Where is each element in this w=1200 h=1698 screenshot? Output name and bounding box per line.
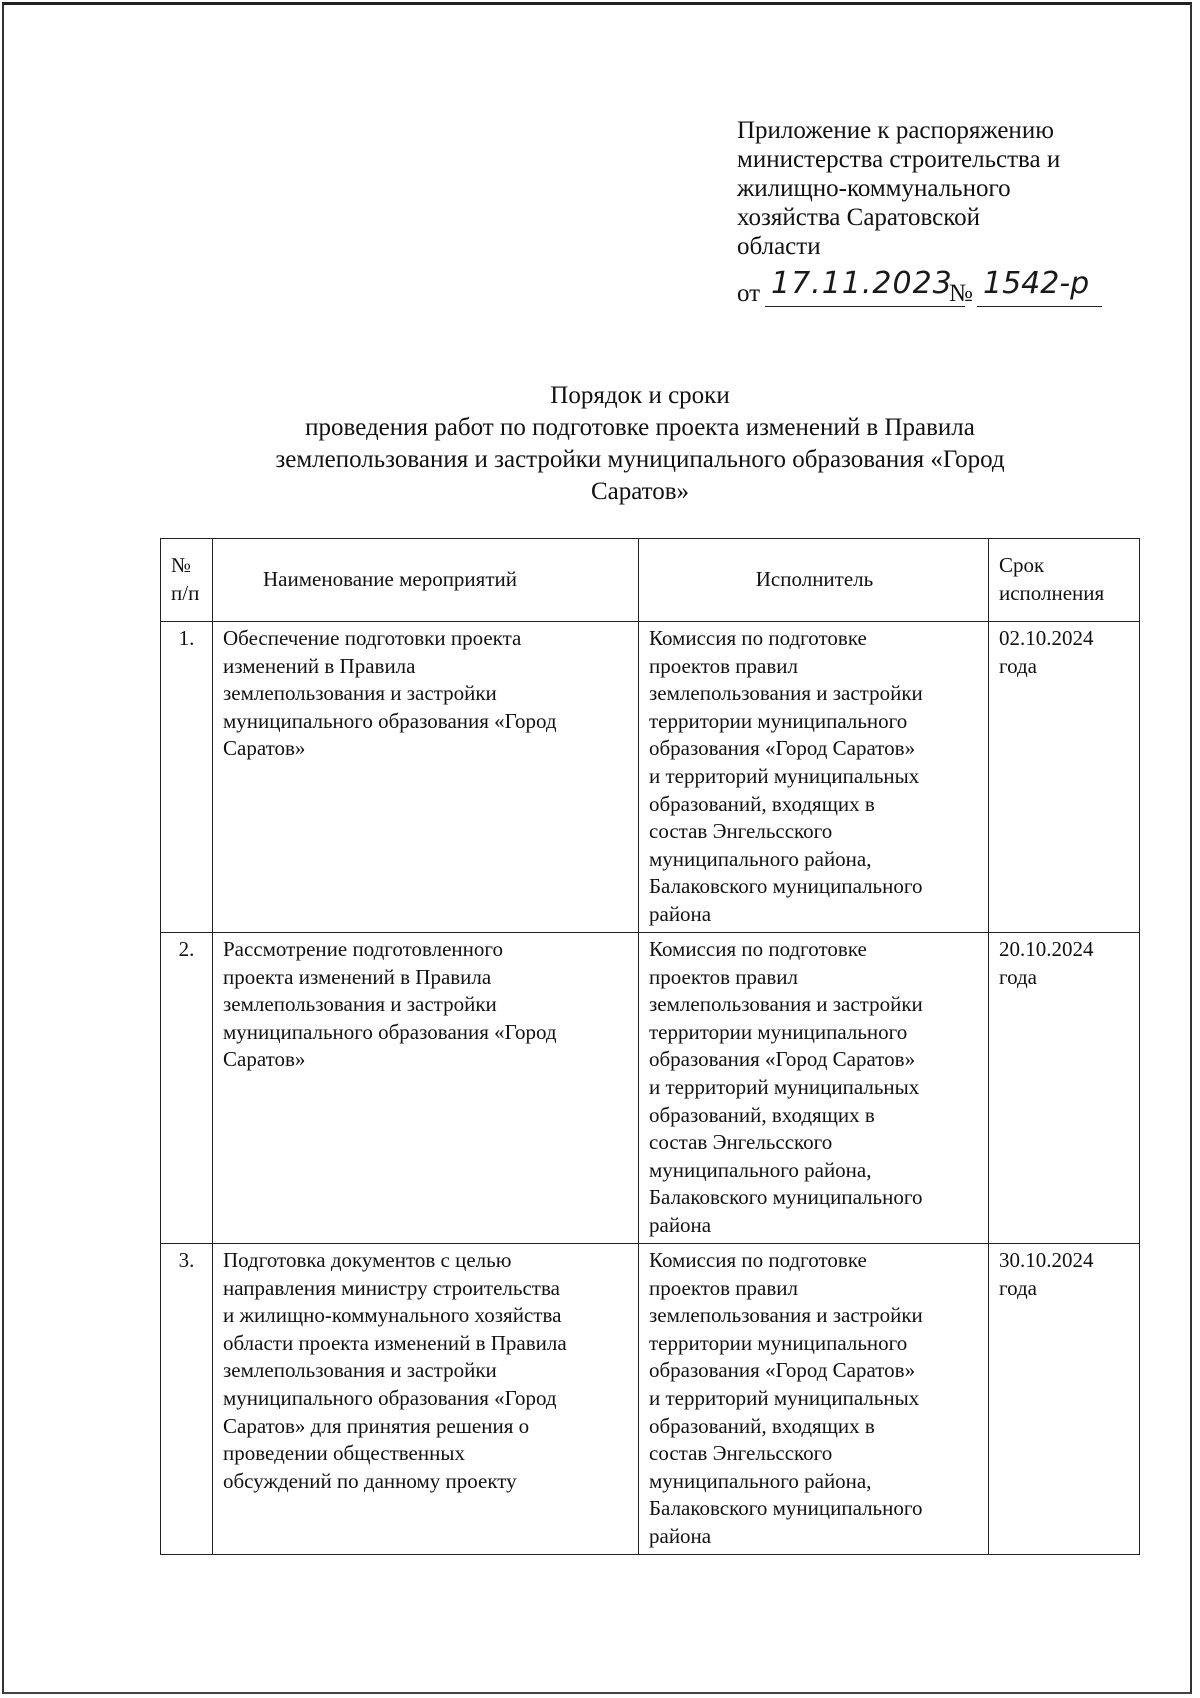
executor-line: территории муниципального bbox=[649, 708, 908, 733]
activity-line: Саратов» для принятия решения о bbox=[223, 1413, 530, 1438]
row-term bbox=[989, 933, 1140, 1244]
header-executor: Исполнитель bbox=[639, 539, 989, 622]
term-suffix: года bbox=[999, 653, 1037, 678]
executor-line: Балаковского муниципального bbox=[649, 1496, 923, 1521]
appendix-line: хозяйства Саратовской bbox=[737, 204, 980, 231]
term-date: 30.10.2024 bbox=[999, 1248, 1094, 1272]
header-number bbox=[161, 539, 213, 622]
activity-line: обсуждений по данному проекту bbox=[223, 1468, 517, 1493]
activity-line: Саратов» bbox=[223, 736, 306, 761]
executor-line: территории муниципального bbox=[649, 1330, 908, 1355]
activity-line: и жилищно-коммунального хозяйства bbox=[223, 1303, 562, 1328]
executor-line: состав Энгельсского bbox=[649, 819, 833, 844]
activity-line: проведении общественных bbox=[223, 1441, 465, 1466]
activity-line: муниципального образования «Город bbox=[223, 1385, 557, 1410]
handwritten-number: 1542-р bbox=[983, 266, 1090, 301]
executor-line: района bbox=[649, 1212, 712, 1237]
activity-line: землепользования и застройки bbox=[223, 1358, 497, 1383]
executor-line: Балаковского муниципального bbox=[649, 1185, 923, 1210]
executor-line: проектов правил bbox=[649, 653, 798, 678]
handwritten-date: 17.11.2023 bbox=[771, 266, 953, 301]
executor-line: муниципального района, bbox=[649, 1157, 872, 1182]
executor-line: района bbox=[649, 1523, 712, 1548]
activity-line: направления министру строительства bbox=[223, 1275, 560, 1300]
executor-line: Балаковского муниципального bbox=[649, 874, 923, 899]
executor-line: образования «Город Саратов» bbox=[649, 1358, 916, 1383]
header-term-line2: исполнения bbox=[999, 581, 1105, 605]
activity-line: муниципального образования «Город bbox=[223, 1019, 557, 1044]
activity-line: изменений в Правила bbox=[223, 653, 416, 678]
term-suffix: года bbox=[999, 1275, 1037, 1300]
table-row bbox=[161, 622, 1140, 933]
executor-line: образований, входящих в bbox=[649, 1102, 875, 1127]
title-line: Порядок и сроки bbox=[550, 382, 730, 409]
number-prefix: № bbox=[949, 280, 973, 307]
row-number: 3. bbox=[161, 1244, 213, 1555]
activity-line: Саратов» bbox=[223, 1047, 306, 1072]
executor-line: территории муниципального bbox=[649, 1019, 908, 1044]
activity-line: области проекта изменений в Правила bbox=[223, 1330, 567, 1355]
executor-line: муниципального района, bbox=[649, 846, 872, 871]
activity-line: Рассмотрение подготовленного bbox=[223, 937, 503, 961]
executor-line: образований, входящих в bbox=[649, 1413, 875, 1438]
appendix-line: министерства строительства и bbox=[737, 146, 1061, 173]
document-title bbox=[200, 380, 1080, 508]
executor-line: и территорий муниципальных bbox=[649, 763, 920, 788]
executor-line: Комиссия по подготовке bbox=[649, 626, 867, 650]
activity-line: землепользования и застройки bbox=[223, 992, 497, 1017]
row-number: 1. bbox=[161, 622, 213, 933]
schedule-table bbox=[160, 538, 1140, 1555]
executor-line: образования «Город Саратов» bbox=[649, 1047, 916, 1072]
activity-line: муниципального образования «Город bbox=[223, 708, 557, 733]
date-number-line bbox=[737, 266, 1157, 316]
table-header-row bbox=[161, 539, 1140, 622]
appendix-header bbox=[737, 116, 1137, 261]
executor-line: и территорий муниципальных bbox=[649, 1385, 920, 1410]
row-executor bbox=[639, 933, 989, 1244]
executor-line: землепользования и застройки bbox=[649, 992, 923, 1017]
activity-line: проекта изменений в Правила bbox=[223, 964, 492, 989]
appendix-line: жилищно-коммунального bbox=[737, 175, 1011, 202]
number-underline bbox=[977, 306, 1102, 307]
row-activity bbox=[213, 1244, 639, 1555]
row-executor bbox=[639, 1244, 989, 1555]
term-date: 02.10.2024 bbox=[999, 626, 1094, 650]
row-activity bbox=[213, 622, 639, 933]
appendix-line: Приложение к распоряжению bbox=[737, 117, 1054, 144]
row-activity bbox=[213, 933, 639, 1244]
date-underline bbox=[765, 306, 965, 307]
header-number-line2: п/п bbox=[171, 581, 200, 605]
executor-line: Комиссия по подготовке bbox=[649, 937, 867, 961]
executor-line: образований, входящих в bbox=[649, 791, 875, 816]
term-date: 20.10.2024 bbox=[999, 937, 1094, 961]
table-row bbox=[161, 933, 1140, 1244]
executor-line: Комиссия по подготовке bbox=[649, 1248, 867, 1272]
row-executor bbox=[639, 622, 989, 933]
executor-line: муниципального района, bbox=[649, 1468, 872, 1493]
title-line: Саратов» bbox=[590, 478, 690, 505]
header-number-line1: № bbox=[171, 553, 192, 578]
executor-line: землепользования и застройки bbox=[649, 681, 923, 706]
appendix-line: области bbox=[737, 233, 821, 260]
table-row bbox=[161, 1244, 1140, 1555]
executor-line: образования «Город Саратов» bbox=[649, 736, 916, 761]
header-term bbox=[989, 539, 1140, 622]
executor-line: района bbox=[649, 901, 712, 926]
activity-line: Подготовка документов с целью bbox=[223, 1248, 512, 1272]
executor-line: землепользования и застройки bbox=[649, 1303, 923, 1328]
executor-line: состав Энгельсского bbox=[649, 1441, 833, 1466]
executor-line: состав Энгельсского bbox=[649, 1130, 833, 1155]
term-suffix: года bbox=[999, 964, 1037, 989]
title-line: проведения работ по подготовке проекта изменений в Правила bbox=[305, 414, 975, 441]
activity-line: Обеспечение подготовки проекта bbox=[223, 626, 522, 650]
row-term bbox=[989, 1244, 1140, 1555]
activity-line: землепользования и застройки bbox=[223, 681, 497, 706]
executor-line: и территорий муниципальных bbox=[649, 1074, 920, 1099]
date-prefix: от bbox=[737, 280, 761, 307]
header-term-line1: Срок bbox=[999, 553, 1045, 578]
title-line: землепользования и застройки муниципального образования «Город bbox=[275, 446, 1005, 473]
row-number: 2. bbox=[161, 933, 213, 1244]
executor-line: проектов правил bbox=[649, 964, 798, 989]
executor-line: проектов правил bbox=[649, 1275, 798, 1300]
header-name: Наименование мероприятий bbox=[213, 539, 639, 622]
row-term bbox=[989, 622, 1140, 933]
